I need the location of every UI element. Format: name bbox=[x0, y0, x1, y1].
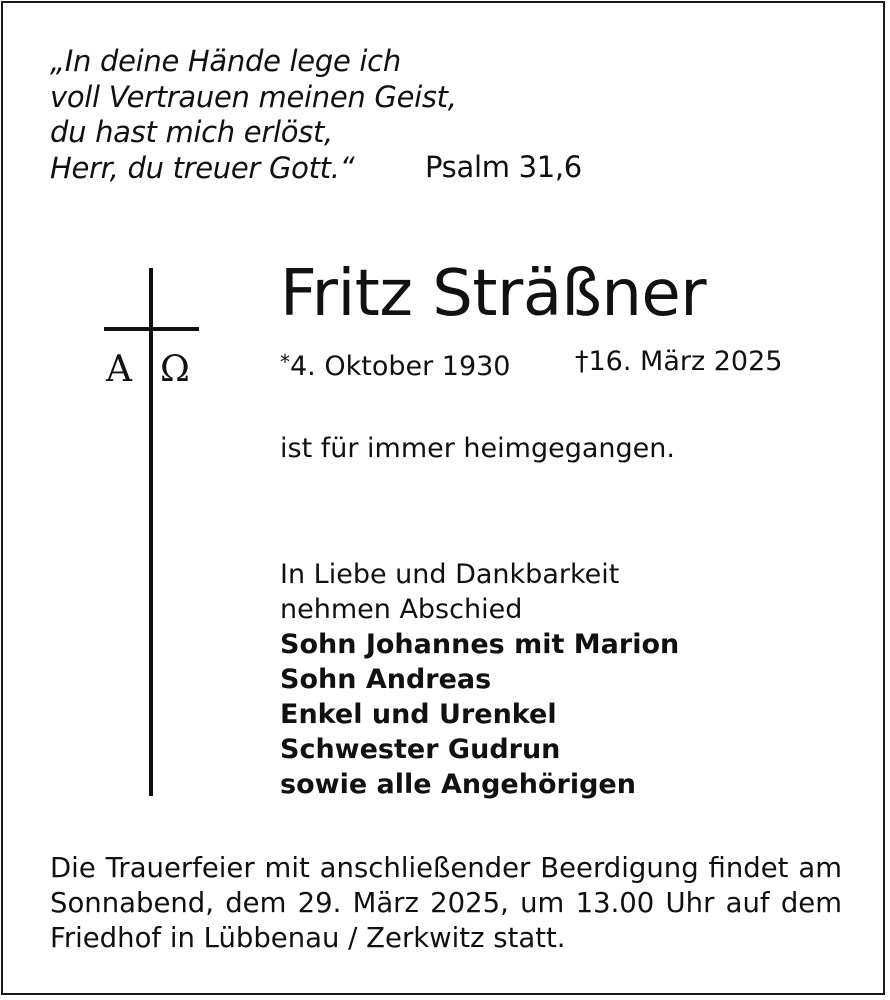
quote-line: Herr, du treuer Gott.“ bbox=[50, 150, 355, 185]
alpha-letter: A bbox=[106, 349, 132, 390]
mourner-name: sowie alle Angehörigen bbox=[280, 769, 636, 800]
funeral-details-line: Sonnabend, dem 29. März 2025, um 13.00 Uhr auf dem bbox=[50, 887, 842, 919]
funeral-details-line: Friedhof in Lübbenau / Zerkwitz statt. bbox=[50, 922, 566, 954]
birth-star-icon: * bbox=[280, 350, 290, 374]
death-dagger-icon: † bbox=[575, 346, 589, 377]
birth-date: 4. Oktober 1930 bbox=[290, 351, 511, 382]
omega-letter: Ω bbox=[160, 349, 190, 390]
mourners-intro-line: nehmen Abschied bbox=[280, 594, 523, 625]
quote-line: voll Vertrauen meinen Geist, bbox=[50, 79, 457, 114]
cross-alpha-omega-icon bbox=[104, 268, 199, 798]
quote-line: du hast mich erlöst, bbox=[50, 115, 333, 149]
funeral-details bbox=[50, 851, 842, 956]
quote-line: „In deine Hände lege ich bbox=[50, 44, 401, 78]
deceased-name: Fritz Sträßner bbox=[280, 257, 707, 331]
mourners-block bbox=[280, 557, 679, 802]
cross-horizontal-bar bbox=[104, 327, 199, 331]
mourner-name: Schwester Gudrun bbox=[280, 734, 561, 765]
quote-source: Psalm 31,6 bbox=[425, 150, 582, 184]
mourner-name: Sohn Andreas bbox=[280, 664, 492, 695]
mourners-intro-line: In Liebe und Dankbarkeit bbox=[280, 559, 620, 590]
cross-vertical-bar bbox=[149, 268, 153, 796]
funeral-details-line: Die Trauerfeier mit anschließender Beerdigung findet am bbox=[50, 852, 842, 884]
bible-quote bbox=[50, 44, 610, 186]
death-date: 16. März 2025 bbox=[588, 346, 783, 377]
death-date-line bbox=[575, 344, 782, 380]
passing-statement: ist für immer heimgegangen. bbox=[280, 433, 675, 464]
birth-date-line bbox=[280, 344, 510, 385]
mourner-name: Sohn Johannes mit Marion bbox=[280, 629, 680, 660]
mourner-name: Enkel und Urenkel bbox=[280, 699, 557, 730]
